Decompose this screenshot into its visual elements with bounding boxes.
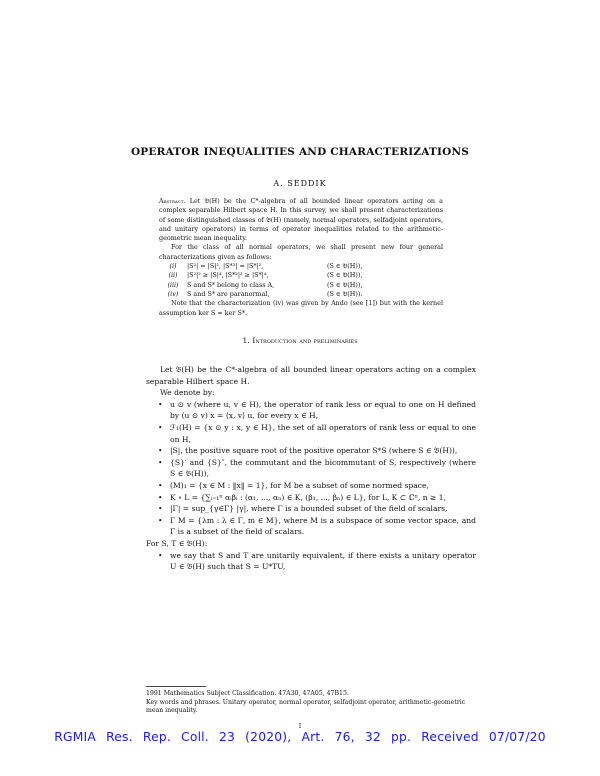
characterization-row — [159, 281, 443, 290]
list-item: • ℱ₁(H) = {x ⊙ y : x, y ∈ H}, the set of all operators of rank less or equal to one on H, — [158, 422, 476, 444]
msc-footnote: 1991 Mathematics Subject Classification. 47A30, 47A05, 47B15. — [146, 690, 349, 697]
section-heading: 1. Introduction and preliminaries — [242, 336, 358, 345]
denote-line: We denote by: — [160, 388, 215, 398]
char-formula: |S²| = |S|², |S*²| = |S*|², — [187, 262, 264, 271]
paper-title: OPERATOR INEQUALITIES AND CHARACTERIZATIONS — [130, 146, 470, 158]
char-formula: S and S* are paranormal, — [187, 289, 270, 298]
list-item: • u ⊙ v (where u, v ∈ H), the operator of rank less or equal to one on H defined by (u ⊙ v) x = ⟨x, v⟩ u, for every x ∈ H, — [158, 399, 476, 421]
char-num: (iv) — [167, 289, 179, 298]
characterization-list — [159, 262, 443, 299]
footnote-rule — [146, 686, 206, 687]
char-formula: S and S* belong to class A, — [187, 280, 275, 289]
keywords-footnote: Key words and phrases. Unitary operator, normal operator, selfadjoint operator, arithmetic-geometric mean inequality. — [146, 698, 466, 715]
characterization-row — [159, 271, 443, 280]
char-num: (iii) — [167, 280, 179, 289]
bullet-icon: • — [158, 515, 163, 525]
char-cond: (S ∈ 𝔅(H)), — [327, 271, 363, 280]
abstract-label: Abstract. — [159, 197, 186, 205]
char-cond: (S ∈ 𝔅(H)), — [327, 262, 363, 271]
bullet-icon: • — [158, 492, 163, 502]
char-cond: (S ∈ 𝔅(H)). — [327, 289, 363, 298]
list-item: • |Γ| = sup_{γ∈Γ} |γ|, where Γ is a bounded subset of the field of scalars, — [158, 504, 448, 514]
list-item: • K ∘ L = {∑ᵢ₌₁ⁿ αᵢβᵢ : (α₁, ..., αₙ) ∈ K, (β₁, ..., βₙ) ∈ L}, for L, K ⊂ ℂⁿ, n ≥ 1, — [158, 492, 447, 502]
char-formula: |S²|² ≥ |S|⁴, |S*²|² ≥ |S*|⁴, — [187, 271, 269, 280]
abstract-para-2: For the class of all normal operators, we shall present new four general characterizations given as follows: — [159, 243, 443, 261]
intro-paragraph: Let 𝔅(H) be the C*-algebra of all bounded linear operators acting on a complex separable Hilbert space H. — [146, 365, 476, 386]
for-st-line: For S, T ∈ 𝔅(H): — [146, 538, 208, 548]
abstract-note: Note that the characterization (iv) was given by Ando (see [1]) but with the kernel assumption ker S = ker S*. — [159, 299, 443, 317]
bullet-icon: • — [158, 457, 163, 467]
page-number: 1 — [298, 723, 302, 730]
bullet-icon: • — [158, 446, 163, 456]
char-num: (ii) — [168, 271, 178, 280]
footnotes — [146, 686, 476, 716]
characterization-row — [159, 290, 443, 299]
abstract-para-1 — [159, 197, 443, 243]
list-item: • |S|, the positive square root of the positive operator S*S (where S ∈ 𝔅(H)), — [158, 446, 458, 456]
definition-list — [146, 550, 476, 573]
bullet-icon: • — [158, 550, 163, 560]
abstract — [159, 197, 443, 318]
characterization-row — [159, 262, 443, 271]
char-cond: (S ∈ 𝔅(H)), — [327, 280, 363, 289]
bullet-icon: • — [158, 422, 163, 432]
list-item: • (M)₁ = {x ∈ M : ‖x‖ = 1}, for M be a subset of some normed space, — [158, 480, 429, 490]
journal-banner: RGMIA Res. Rep. Coll. 23 (2020), Art. 76, 32 pp. Received 07/07/20 — [54, 730, 546, 744]
bullet-icon: • — [158, 399, 163, 409]
abstract-text: Let 𝔅(H) be the C*-algebra of all bounded linear operators acting on a complex separable Hilbert space H. In this survey, we shall present characterizations of some distinguished classes of 𝔅(H) (namely, normal operators, selfadjoint operators, and unitary operators) in terms of operator inequalities related to the arithmetic-geometric mean inequality. — [159, 197, 443, 243]
author-name: A. SEDDIK — [273, 179, 327, 188]
bullet-icon: • — [158, 480, 163, 490]
list-item: • we say that S and T are unitarily equivalent, if there exists a unitary operator U ∈ 𝔅(H) such that S = U*TU, — [158, 550, 476, 572]
list-item: • {S}′ and {S}″, the commutant and the bicommutant of S, respectively (where S ∈ 𝔅(H)), — [158, 457, 476, 479]
bullet-icon: • — [158, 504, 163, 514]
notation-list — [146, 399, 476, 538]
body-text — [146, 364, 476, 573]
list-item: • Γ M = {λm : λ ∈ Γ, m ∈ M}, where M is a subspace of some vector space, and Γ is a subset of the field of scalars. — [158, 515, 476, 537]
char-num: (i) — [169, 262, 177, 271]
